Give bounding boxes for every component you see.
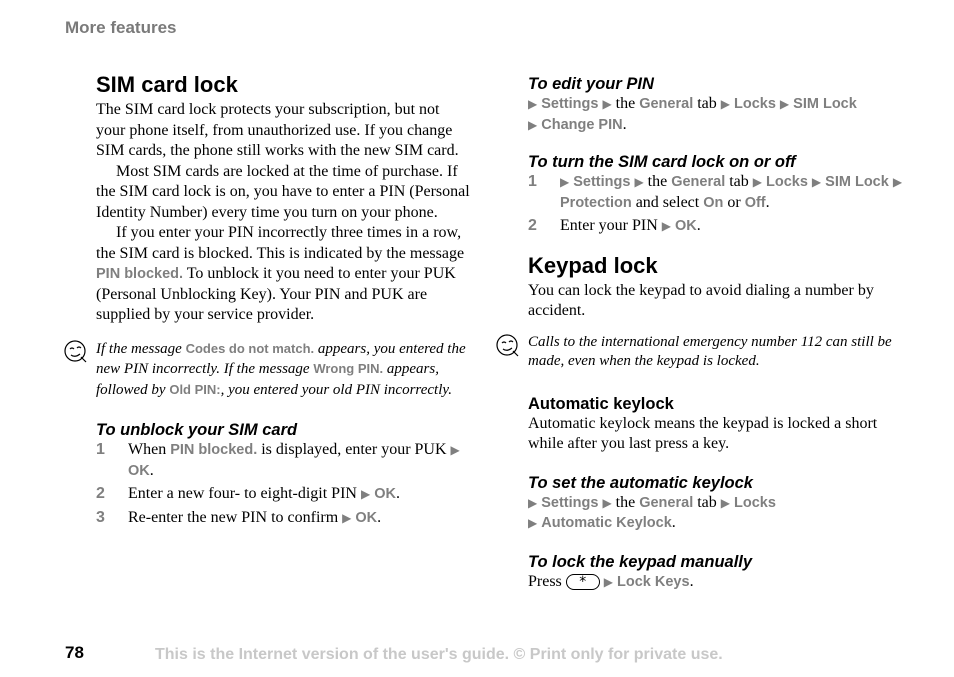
list-item: 3 Re-enter the new PIN to confirm ▶ OK.: [96, 508, 382, 526]
lock-manually-title: To lock the keypad manually: [528, 552, 753, 571]
set-auto-keylock-path: ▶ Settings ▶ the General tab ▶ Locks ▶ Automatic Keylock.: [528, 493, 776, 531]
tip-note: Calls to the international emergency number 112 can still be made, even when the keypad is locked.: [528, 333, 908, 372]
section-header: More features: [65, 18, 177, 37]
keypad-lock-title: Keypad lock: [528, 252, 658, 278]
pin-blocked-message: PIN blocked.: [96, 266, 184, 282]
list-item: 1 ▶ Settings ▶ the General tab ▶ Locks ▶ SIM Lock ▶ Protection and select On or Off.: [528, 173, 903, 211]
star-key-icon: *: [566, 574, 600, 590]
sim-lock-para-1: The SIM card lock protects your subscription, but not your phone itself, from unauthorized use. If you change SIM cards, the phone still works with the new SIM card.: [96, 101, 459, 159]
unblock-steps: [96, 440, 470, 528]
left-column: [96, 70, 470, 528]
list-item: 1 When PIN blocked. is displayed, enter your PUK ▶ OK.: [96, 441, 460, 479]
sim-lock-para-3: If you enter your PIN incorrectly three times in a row, the SIM card is blocked. This is indicated by the message PIN blocked. To unblock it you need to enter your PUK (Personal Unblocking Key). Your PIN and PUK are supplied by your service provider.: [96, 224, 465, 323]
turn-steps: [528, 172, 908, 237]
set-auto-keylock-title: To set the automatic keylock: [528, 473, 753, 492]
automatic-keylock-para: Automatic keylock means the keypad is locked a short while after you last press a key.: [528, 414, 878, 452]
footer-notice: This is the Internet version of the user's guide. © Print only for private use.: [155, 646, 723, 663]
tip-lightbulb-icon: [495, 333, 521, 359]
edit-pin-title: To edit your PIN: [528, 75, 654, 93]
unblock-sim-title: To unblock your SIM card: [96, 421, 298, 439]
sim-lock-para-2: Most SIM cards are locked at the time of purchase. If the SIM card lock is on, you have to enter a PIN (Personal Identity Number) every time you turn on your phone.: [96, 162, 470, 221]
tip-lightbulb-icon: [63, 339, 89, 365]
page-number: 78: [65, 643, 84, 662]
lock-manually-path: Press * ▶ Lock Keys.: [528, 572, 694, 590]
list-item: 2 Enter a new four- to eight-digit PIN ▶ OK.: [96, 485, 400, 502]
edit-pin-path: ▶ Settings ▶ the General tab ▶ Locks ▶ SIM Lock ▶ Change PIN.: [528, 95, 857, 133]
list-item: 2 Enter your PIN ▶ OK.: [528, 217, 701, 234]
keypad-lock-para: You can lock the keypad to avoid dialing a number by accident.: [528, 281, 874, 319]
turn-sim-lock-title: To turn the SIM card lock on or off: [528, 153, 796, 171]
automatic-keylock-title: Automatic keylock: [528, 394, 674, 413]
tip-note: If the message Codes do not match. appears, you entered the new PIN incorrectly. If the message Wrong PIN. appears, followed by Old PIN:, you entered your old PIN incorrectly.: [96, 339, 470, 401]
sim-card-lock-title: SIM card lock: [96, 72, 238, 97]
right-column: [528, 74, 908, 592]
